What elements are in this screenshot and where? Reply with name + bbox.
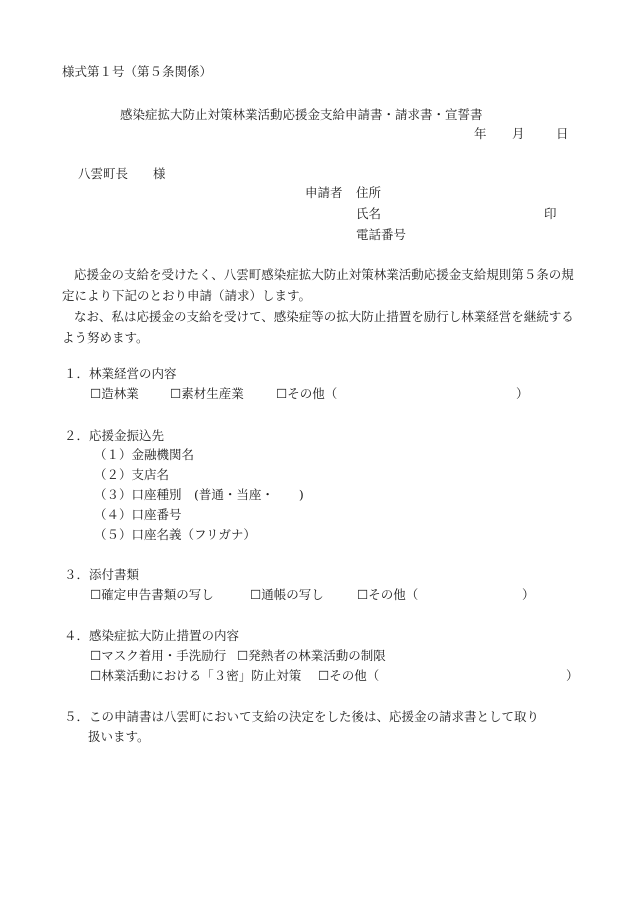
other-business-close: ） — [516, 386, 529, 401]
form-number: 様式第１号（第５条関係） — [62, 64, 213, 79]
applicant-address-label: 住所 — [356, 185, 382, 200]
account-type-label: （３）口座種別 (普通・当座・ ) — [94, 487, 304, 502]
section-1-heading: １．林業経営の内容 — [64, 366, 177, 381]
account-holder-label: （５）口座名義（フリガナ） — [94, 527, 256, 542]
section-3-heading: ３．添付書類 — [64, 567, 140, 582]
applicant-label: 申請者 — [305, 185, 343, 200]
seal-mark: 印 — [544, 206, 557, 221]
branch-name-label: （２）支店名 — [94, 467, 170, 482]
date-day: 日 — [556, 126, 569, 141]
document-title: 感染症拡大防止対策林業活動応援金支給申請書・請求書・宣誓書 — [120, 107, 483, 122]
applicant-phone-label: 電話番号 — [356, 227, 407, 242]
date-year: 年 — [474, 126, 487, 141]
checkbox-other-document[interactable]: ☐その他（ — [357, 587, 419, 602]
checkbox-fever-restriction[interactable]: ☐発熱者の林業活動の制限 — [237, 648, 386, 663]
section-2-heading: ２．応援金振込先 — [64, 428, 165, 443]
date-month: 月 — [512, 126, 525, 141]
checkbox-other-business[interactable]: ☐その他（ — [276, 386, 338, 401]
section-5-line-1: ５．この申請書は八雲町において支給の決定をした後は、応援金の請求書として取り — [64, 709, 540, 724]
other-measure-close: ） — [566, 668, 579, 683]
checkbox-passbook-copy[interactable]: ☐通帳の写し — [250, 587, 324, 602]
other-document-close: ） — [522, 587, 535, 602]
checkbox-three-cs-prevention[interactable]: ☐林業活動における「３密」防止対策 — [90, 668, 302, 683]
bank-name-label: （１）金融機関名 — [94, 447, 195, 462]
body-paragraph-2: なお、私は応援金の支給を受けて、感染症等の拡大防止措置を励行し林業経営を継続するよう努めます。 — [62, 309, 574, 345]
checkbox-mask-handwash[interactable]: ☐マスク着用・手洗励行 — [90, 648, 227, 663]
addressee: 八雲町長 様 — [78, 166, 166, 181]
section-4-heading: ４．感染症拡大防止措置の内容 — [64, 628, 240, 643]
body-paragraph-1: 応援金の支給を受けたく、八雲町感染症拡大防止対策林業活動応援金支給規則第５条の規定により下記のとおり申請（請求）します。 — [62, 267, 574, 303]
checkbox-timber-production[interactable]: ☐素材生産業 — [170, 386, 244, 401]
checkbox-forestation[interactable]: ☐造林業 — [90, 386, 139, 401]
checkbox-other-measure[interactable]: ☐その他（ — [318, 668, 380, 683]
checkbox-tax-return-copy[interactable]: ☐確定申告書類の写し — [90, 587, 214, 602]
section-5-line-2: 扱います。 — [88, 729, 150, 744]
account-number-label: （４）口座番号 — [94, 507, 182, 522]
applicant-name-label: 氏名 — [356, 206, 382, 221]
